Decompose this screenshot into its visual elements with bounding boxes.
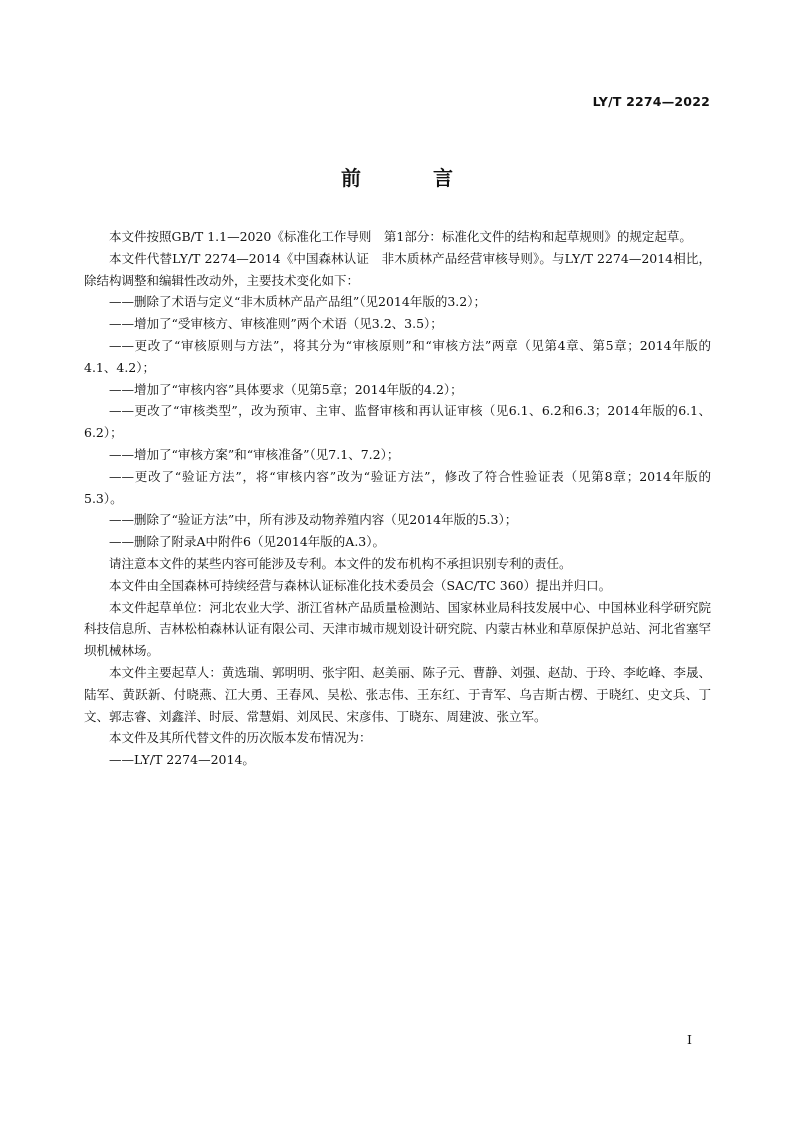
change-item: ——增加了“审核内容”具体要求（见第5章；2014年版的4.2）； [109,381,463,397]
paragraph-version-history: 本文件及其所代替文件的历次版本发布情况为： [109,730,372,746]
standard-code: LY/T 2274—2022 [592,94,710,109]
paragraph-drafting-units: 本文件起草单位：河北农业大学、浙江省林产品质量检测站、国家林业局科技发展中心、中国林业科学研究院科技信息所、吉林松柏森林认证有限公司、天津市城市规划设计研究院、内蒙古林业和草原保护总站、河北省塞罕坝机械林场。 [84,599,711,659]
change-item: ——更改了“审核原则与方法”，将其分为“审核原则”和“审核方法”两章（见第4章、第5章；2014年版的4.1、4.2）； [84,337,711,375]
change-item: ——更改了“审核类型”，改为预审、主审、监督审核和再认证审核（见6.1、6.2和6.3；2014年版的6.1、6.2）； [84,403,711,441]
paragraph-patent-notice: 请注意本文件的某些内容可能涉及专利。本文件的发布机构不承担识别专利的责任。 [109,555,572,571]
page-title: 前 言 [341,166,479,190]
page-number: I [687,1032,692,1047]
foreword-body [84,226,711,771]
version-history-item: ——LY/T 2274—2014。 [109,752,255,768]
change-item: ——增加了“审核方案”和“审核准备”（见7.1、7.2）； [109,446,400,462]
paragraph-drafters: 本文件主要起草人：黄选瑞、郭明明、张宇阳、赵美丽、陈子元、曹静、刘强、赵劼、于玲、李屹峰、李晟、陆军、黄跃新、付晓燕、江大勇、王春风、吴松、张志伟、王东红、于青军、乌吉斯古楞、于晓红、史文兵、丁文、郭志睿、刘鑫洋、时辰、常慧娟、刘凤民、宋彦伟、丁晓东、周建波、张立军。 [84,664,711,724]
paragraph-proposer: 本文件由全国森林可持续经营与森林认证标准化技术委员会（SAC/TC 360）提出并归口。 [109,577,612,593]
change-item: ——更改了“验证方法”，将“审核内容”改为“验证方法”，修改了符合性验证表（见第8章；2014年版的5.3）。 [84,468,711,506]
change-item: ——增加了“受审核方、审核准则”两个术语（见3.2、3.5）； [109,316,443,332]
change-item: ——删除了附录A中附件6（见2014年版的A.3）。 [109,534,385,550]
change-item: ——删除了术语与定义“非木质林产品产品组”（见2014年版的3.2）； [109,294,486,310]
paragraph-replacement: 本文件代替LY/T 2274—2014《中国森林认证 非木质林产品经营审核导则》。与LY/T 2274—2014相比，除结构调整和编辑性改动外，主要技术变化如下： [84,250,711,288]
paragraph-drafting-basis: 本文件按照GB/T 1.1—2020《标准化工作导则 第1部分：标准化文件的结构和起草规则》的规定起草。 [109,229,692,244]
change-item: ——删除了“验证方法”中，所有涉及动物养殖内容（见2014年版的5.3）； [109,512,518,528]
